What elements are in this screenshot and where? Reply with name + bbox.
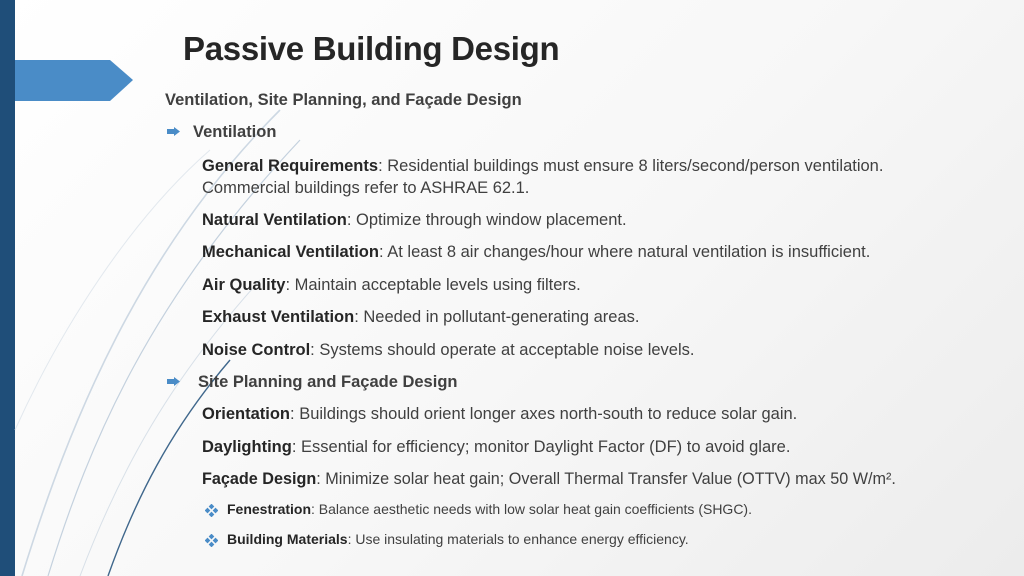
- item-separator: :: [347, 531, 356, 547]
- item-term: Daylighting: [202, 438, 292, 456]
- item-term: Building Materials: [227, 531, 348, 547]
- item-separator: :: [378, 243, 388, 261]
- item-term: General Requirements: [202, 157, 379, 175]
- item-term: Natural Ventilation: [202, 211, 347, 229]
- item-separator: :: [354, 308, 364, 326]
- list-item-exhaust-ventilation: [202, 306, 639, 328]
- item-term: Mechanical Ventilation: [202, 243, 379, 261]
- slide-title: Passive Building Design: [183, 30, 560, 67]
- section-label-ventilation: Ventilation: [193, 123, 277, 141]
- item-term: Orientation: [202, 405, 291, 423]
- list-item-general-requirements: [202, 155, 883, 199]
- item-text: Minimize solar heat gain; Overall Thermal Transfer Value (OTTV) max 50 W/m².: [325, 470, 896, 488]
- list-item-mechanical-ventilation: [202, 241, 870, 263]
- item-text: Balance aesthetic needs with low solar heat gain coefficients (SHGC).: [318, 501, 752, 517]
- accent-side-bar: [0, 0, 15, 576]
- curve-line-5: [15, 150, 210, 430]
- section-label-site-planning: Site Planning and Façade Design: [198, 373, 458, 391]
- item-separator: :: [311, 501, 319, 517]
- list-item-air-quality: [202, 274, 581, 296]
- diamond-icon: [205, 504, 218, 517]
- sub-item-building-materials: [227, 531, 689, 547]
- list-item-natural-ventilation: [202, 209, 627, 231]
- item-text: Buildings should orient longer axes north-south to reduce solar gain.: [299, 405, 798, 423]
- list-item-facade-design: [202, 468, 896, 490]
- item-text: At least 8 air changes/hour where natural ventilation is insufficient.: [387, 243, 871, 261]
- item-text: Optimize through window placement.: [356, 211, 627, 229]
- item-separator: :: [316, 470, 326, 488]
- item-text: Residential buildings must ensure 8 liters/second/person ventilation.: [387, 157, 884, 175]
- list-item-noise-control: [202, 339, 694, 361]
- item-term: Fenestration: [227, 501, 312, 517]
- item-text: Essential for efficiency; monitor Daylight Factor (DF) to avoid glare.: [301, 438, 791, 456]
- title-arrow-shape: [15, 60, 133, 101]
- right-arrow-icon: [167, 377, 180, 386]
- item-text: Needed in pollutant-generating areas.: [363, 308, 640, 326]
- item-separator: :: [291, 438, 302, 456]
- list-item-daylighting: [202, 436, 790, 458]
- item-separator: :: [310, 341, 320, 359]
- item-text-continued: Commercial buildings refer to ASHRAE 62.1.: [202, 179, 530, 197]
- item-term: Air Quality: [202, 276, 286, 294]
- item-separator: :: [378, 157, 388, 175]
- item-term: Exhaust Ventilation: [202, 308, 355, 326]
- sub-item-fenestration: [227, 501, 752, 517]
- slide-subtitle: Ventilation, Site Planning, and Façade Design: [165, 91, 522, 109]
- item-text: Use insulating materials to enhance energy efficiency.: [355, 531, 689, 547]
- item-term: Noise Control: [202, 341, 311, 359]
- item-separator: :: [346, 211, 357, 229]
- item-separator: :: [290, 405, 300, 423]
- item-text: Maintain acceptable levels using filters.: [294, 276, 581, 294]
- item-text: Systems should operate at acceptable noise levels.: [319, 341, 695, 359]
- diamond-icon: [205, 534, 218, 547]
- right-arrow-icon: [167, 127, 180, 136]
- item-term: Façade Design: [202, 470, 317, 488]
- list-item-orientation: [202, 403, 797, 425]
- item-separator: :: [285, 276, 295, 294]
